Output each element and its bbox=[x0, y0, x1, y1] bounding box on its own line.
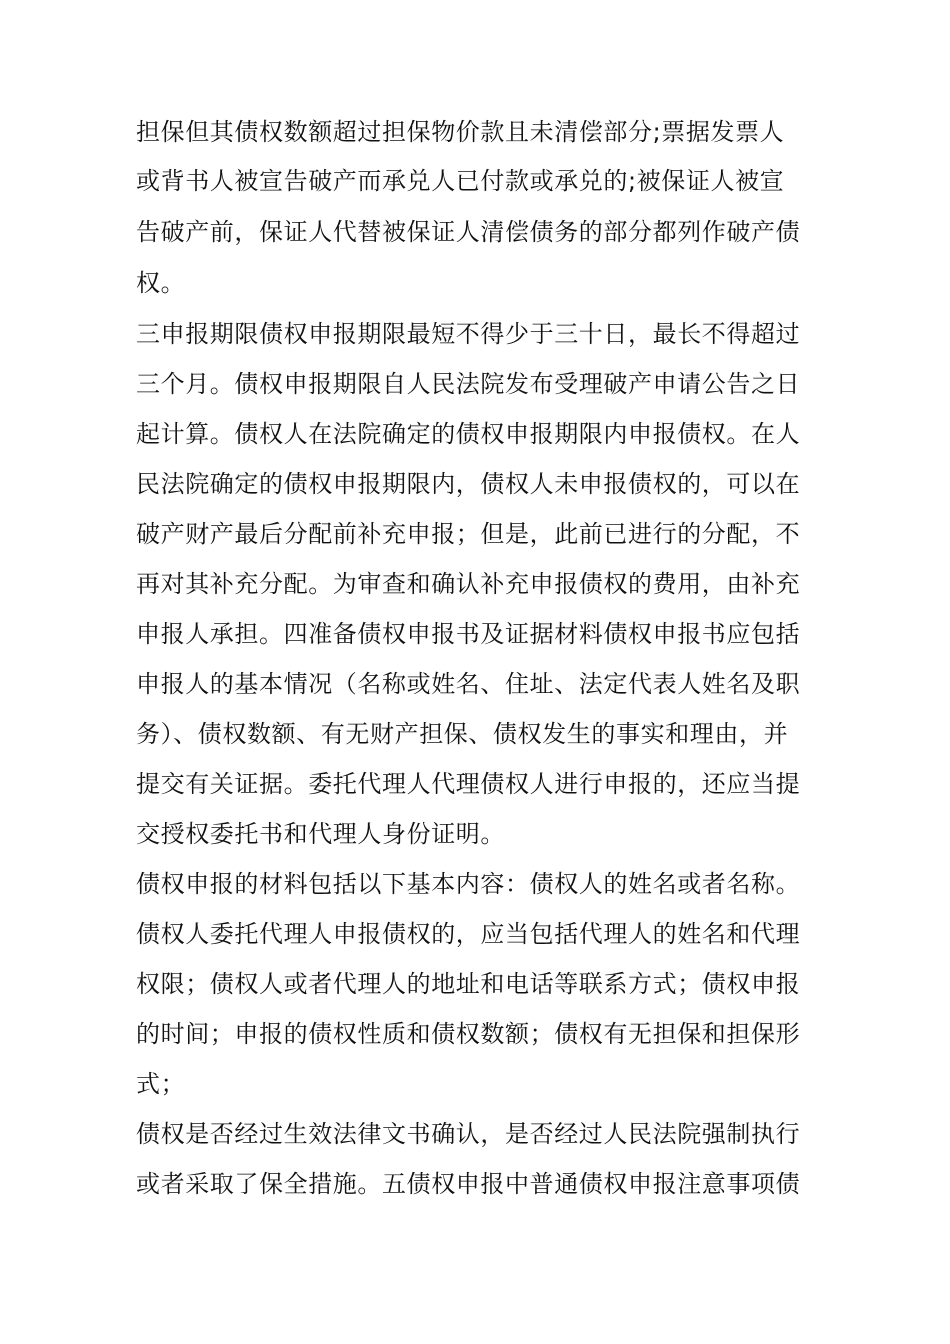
text-line: 三个月。债权申报期限自人民法院发布受理破产申请公告之日 bbox=[136, 370, 801, 398]
text-line: 交授权委托书和代理人身份证明。 bbox=[136, 820, 505, 848]
text-line: 债权人委托代理人申报债权的，应当包括代理人的姓名和代理 bbox=[136, 920, 801, 948]
text-line: 或背书人被宣告破产而承兑人已付款或承兑的;被保证人被宣 bbox=[136, 167, 785, 195]
text-line: 权。 bbox=[136, 269, 186, 297]
text-line: 权限；债权人或者代理人的地址和电话等联系方式；债权申报 bbox=[136, 970, 801, 998]
text-line: 三申报期限债权申报期限最短不得少于三十日，最长不得超过 bbox=[136, 320, 801, 348]
text-line: 的时间；申报的债权性质和债权数额；债权有无担保和担保形 bbox=[136, 1020, 801, 1048]
text-line: 或者采取了保全措施。五债权申报中普通债权申报注意事项债 bbox=[136, 1170, 801, 1198]
text-line: 告破产前，保证人代替被保证人清偿债务的部分都列作破产债 bbox=[136, 218, 801, 246]
text-line: 申报人承担。四准备债权申报书及证据材料债权申报书应包括 bbox=[136, 620, 801, 648]
text-line: 式； bbox=[136, 1070, 186, 1098]
text-line: 破产财产最后分配前补充申报；但是，此前已进行的分配，不 bbox=[136, 520, 801, 548]
text-line: 债权申报的材料包括以下基本内容：债权人的姓名或者名称。 bbox=[136, 870, 801, 898]
text-line: 申报人的基本情况（名称或姓名、住址、法定代表人姓名及职 bbox=[136, 670, 801, 698]
text-line: 债权是否经过生效法律文书确认，是否经过人民法院强制执行 bbox=[136, 1120, 801, 1148]
text-line: 民法院确定的债权申报期限内，债权人未申报债权的，可以在 bbox=[136, 470, 801, 498]
text-line: 担保但其债权数额超过担保物价款且未清偿部分;票据发票人 bbox=[136, 118, 785, 146]
text-line: 提交有关证据。委托代理人代理债权人进行申报的，还应当提 bbox=[136, 770, 801, 798]
text-line: 起计算。债权人在法院确定的债权申报期限内申报债权。在人 bbox=[136, 420, 801, 448]
text-line: 再对其补充分配。为审查和确认补充申报债权的费用，由补充 bbox=[136, 570, 801, 598]
text-line: 务）、债权数额、有无财产担保、债权发生的事实和理由，并 bbox=[136, 720, 789, 748]
